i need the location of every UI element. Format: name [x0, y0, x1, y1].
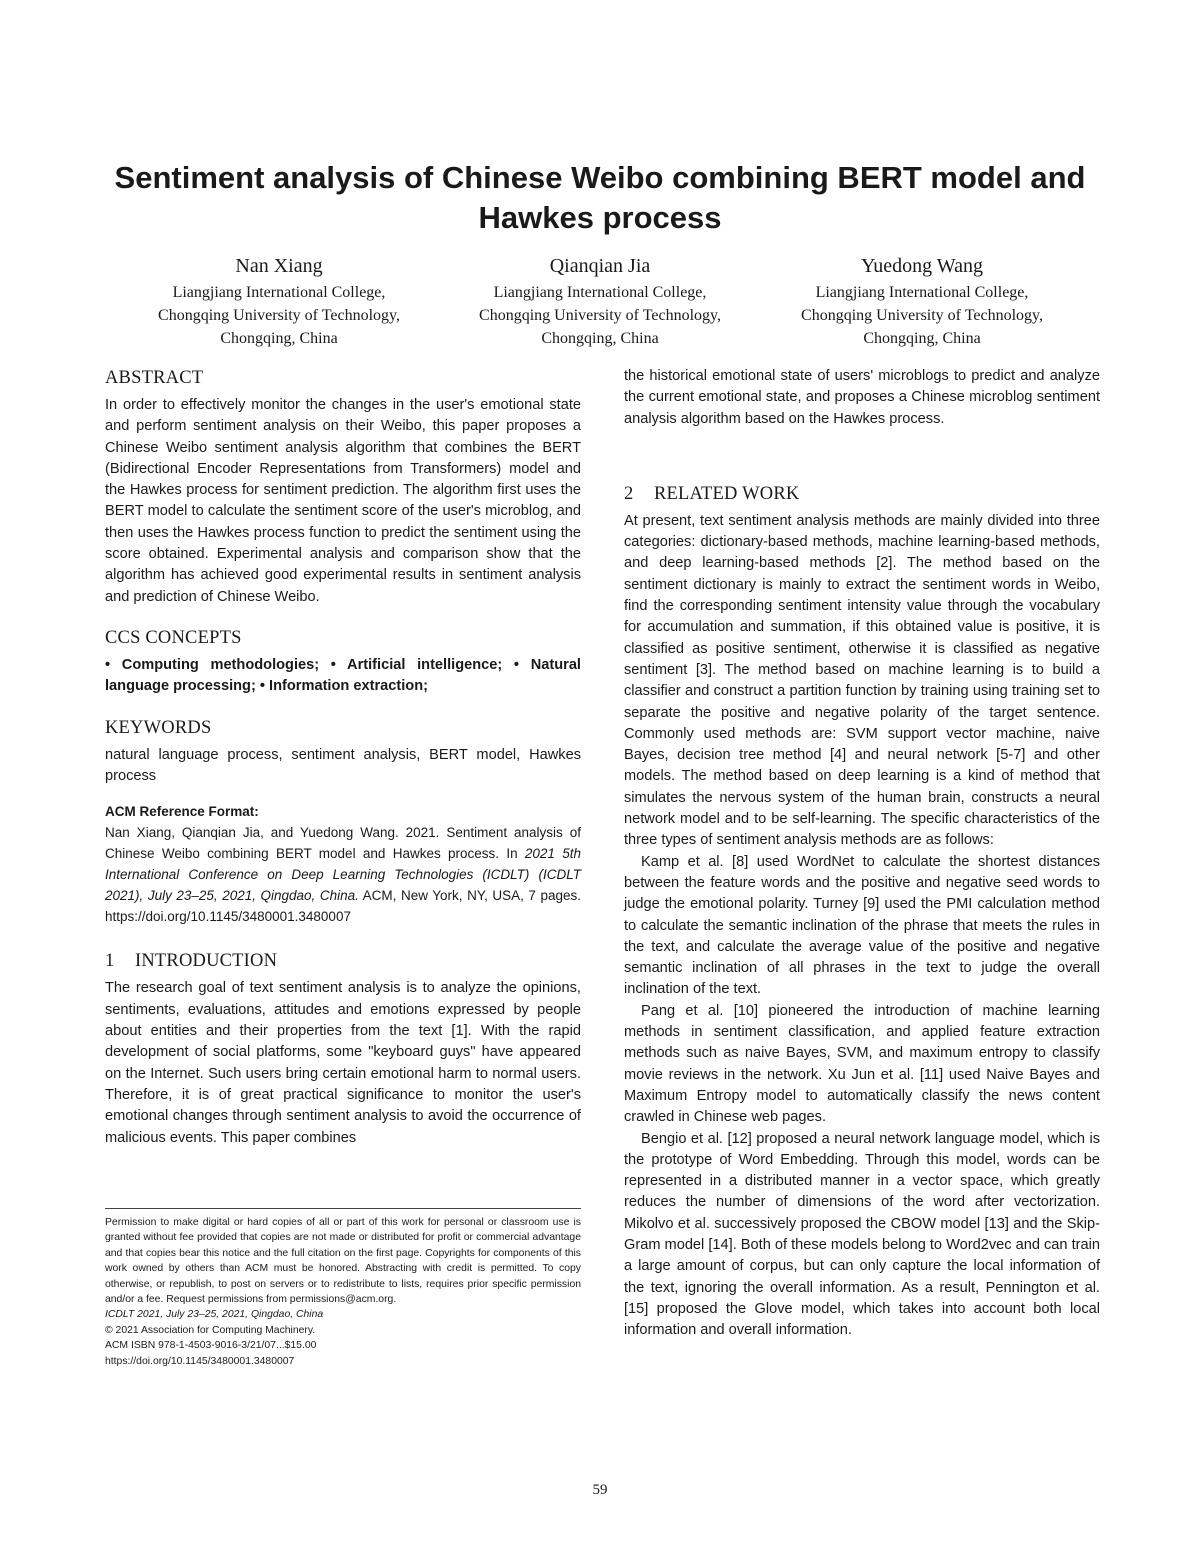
introduction-text-continued: the historical emotional state of users' microblogs to predict and analyze the current emotional state, and proposes a Chinese microblog sentiment analysis algorithm based on the Hawkes process.: [624, 368, 1100, 427]
acm-reference-heading: ACM Reference Format:: [105, 804, 259, 820]
ccs-section: [105, 626, 581, 698]
permission-notice: Permission to make digital or hard copies of all or part of this work for personal or classroom use is granted without fee provided that copies are not made or distributed for profit or commercial advantage and that copies bear this notice and the full citation on the first page. Copyrights for components of this work owned by others than ACM must be honored. Abstracting with credit is permitted. To copy otherwise, or republish, to post on servers or to redistribute to lists, requires prior specific permission and/or a fee. Request permissions from permissions@acm.org.: [105, 1217, 581, 1306]
abstract-heading: ABSTRACT: [105, 368, 204, 388]
isbn-line: ACM ISBN 978-1-4503-9016-3/21/07...$15.00: [105, 1340, 317, 1352]
author-block: [114, 253, 444, 350]
acm-reference: Nan Xiang, Qianqian Jia, and Yuedong Wang. 2021. Sentiment analysis of Chinese Weibo combining BERT model and Hawkes process. In 2021 5th International Conference on Deep Learning Technologies (ICDLT) (ICDLT 2021), July 23–25, 2021, Qingdao, China. ACM, New York, NY, USA, 7 pages. https://doi.org/10.1145/3480001.3480007: [105, 825, 581, 925]
related-paragraph: Pang et al. [10] pioneered the introduction of machine learning methods in sentiment classification, and applied feature extraction methods such as naive Bayes, SVM, and maximum entropy to classify movie reviews in the network. Xu Jun et al. [11] used Naive Bayes and Maximum Entropy model to automatically classify the news content crawled in Chinese web pages.: [624, 1002, 1100, 1126]
author-block: [757, 253, 1087, 350]
right-column: [624, 366, 1100, 1341]
author-affiliation: Liangjiang International College, Chongqing University of Technology, Chongqing, China: [801, 284, 1043, 347]
left-column: [105, 366, 581, 1149]
copyright-line: © 2021 Association for Computing Machinery.: [105, 1324, 316, 1336]
copyright-footnote: [105, 1208, 581, 1369]
paper-title: Sentiment analysis of Chinese Weibo combining BERT model and Hawkes process: [114, 160, 1086, 235]
related-work-section: [624, 482, 1100, 1342]
page-number: 59: [592, 1482, 608, 1498]
author-name: Yuedong Wang: [861, 255, 983, 277]
keywords-section: [105, 716, 581, 788]
author-name: Nan Xiang: [235, 255, 323, 277]
introduction-heading: INTRODUCTION: [135, 951, 278, 972]
keywords-heading: KEYWORDS: [105, 717, 212, 738]
section-number: 2: [624, 483, 634, 504]
ccs-concepts: • Computing methodologies; • Artificial intelligence; • Natural language processing; • Information extraction;: [105, 656, 581, 695]
ccs-heading: CCS CONCEPTS: [105, 627, 242, 648]
abstract-section: [105, 366, 581, 608]
author-affiliation: Liangjiang International College, Chongqing University of Technology, Chongqing, China: [479, 284, 721, 347]
related-paragraph: At present, text sentiment analysis methods are mainly divided into three categories: dictionary-based methods, machine learning-based methods, and deep learning-based methods [2]. The method based on the sentiment dictionary is mainly to extract the sentiment words in Weibo, find the corresponding sentiment intensity value through the vocabulary for accumulation and summation, if this obtained value is positive, it is classified as positive sentiment, otherwise it is classified as negative sentiment [3]. The method based on machine learning is to build a classifier and construct a partition function by training using training set to separate the positive and negative polarity of the target sentence. Commonly used methods are: SVM support vector machine, naive Bayes, decision tree method [4] and neural network [5-7] and other models. The method based on deep learning is a kind of method that simulates the nervous system of the human brain, constructs a neural network model and to be self-learning. The specific characteristics of the three types of sentiment analysis methods are as follows:: [624, 512, 1100, 849]
author-name: Qianqian Jia: [549, 255, 651, 277]
related-work-heading: RELATED WORK: [654, 483, 800, 504]
introduction-section: [105, 949, 581, 1148]
doi-link[interactable]: https://doi.org/10.1145/3480001.3480007: [105, 1355, 295, 1367]
related-paragraph: Bengio et al. [12] proposed a neural network language model, which is the prototype of Word Embedding. Through this model, words can be represented in a distributed manner in a vector space, which greatly reduces the number of dimensions of the word after vectorization. Mikolvo et al. successively proposed the CBOW model [13] and the Skip-Gram model [14]. Both of these models belong to Word2vec and can train a large amount of corpus, but can only capture the local information of the text, ignoring the overall information. As a result, Pennington et al. [15] proposed the Glove model, which takes into account both local information and overall information.: [624, 1130, 1100, 1339]
keywords-text: natural language process, sentiment analysis, BERT model, Hawkes process: [105, 746, 581, 784]
introduction-text: The research goal of text sentiment analysis is to analyze the opinions, sentiments, evaluations, attitudes and emotions expressed by people about entities and their properties from the text [1]. With the rapid development of social platforms, some "keyboard guys" have appeared on the Internet. Such users bring certain emotional harm to normal users. Therefore, it is of great practical significance to monitor the user's emotional changes through sentiment analysis to avoid the occurrence of malicious events. This paper combines: [105, 980, 581, 1146]
author-affiliation: Liangjiang International College, Chongqing University of Technology, Chongqing, China: [158, 284, 400, 347]
abstract-text: In order to effectively monitor the changes in the user's emotional state and perform sentiment analysis on their Weibo, this paper proposes a Chinese Weibo sentiment analysis algorithm that combines the BERT (Bidirectional Encoder Representations from Transformers) model and the Hawkes process for sentiment prediction. The algorithm first uses the BERT model to calculate the sentiment score of the user's microblog, and then uses the Hawkes process function to predict the sentiment using the score obtained. Experimental analysis and comparison show that the algorithm has achieved good experimental results in sentiment analysis and prediction of Chinese Weibo.: [105, 397, 581, 605]
author-block: [435, 253, 765, 350]
section-number: 1: [105, 951, 115, 972]
venue-line: ICDLT 2021, July 23–25, 2021, Qingdao, China: [105, 1309, 324, 1321]
related-paragraph: Kamp et al. [8] used WordNet to calculate the shortest distances between the feature words and the positive and negative seed words to judge the emotional polarity. Turney [9] used the PMI calculation method to calculate the semantic inclination of the phrase that meets the rules in the text, and calculate the average value of the positive and negative semantic inclination of all phrases in the text to judge the overall inclination of the text.: [624, 853, 1100, 998]
